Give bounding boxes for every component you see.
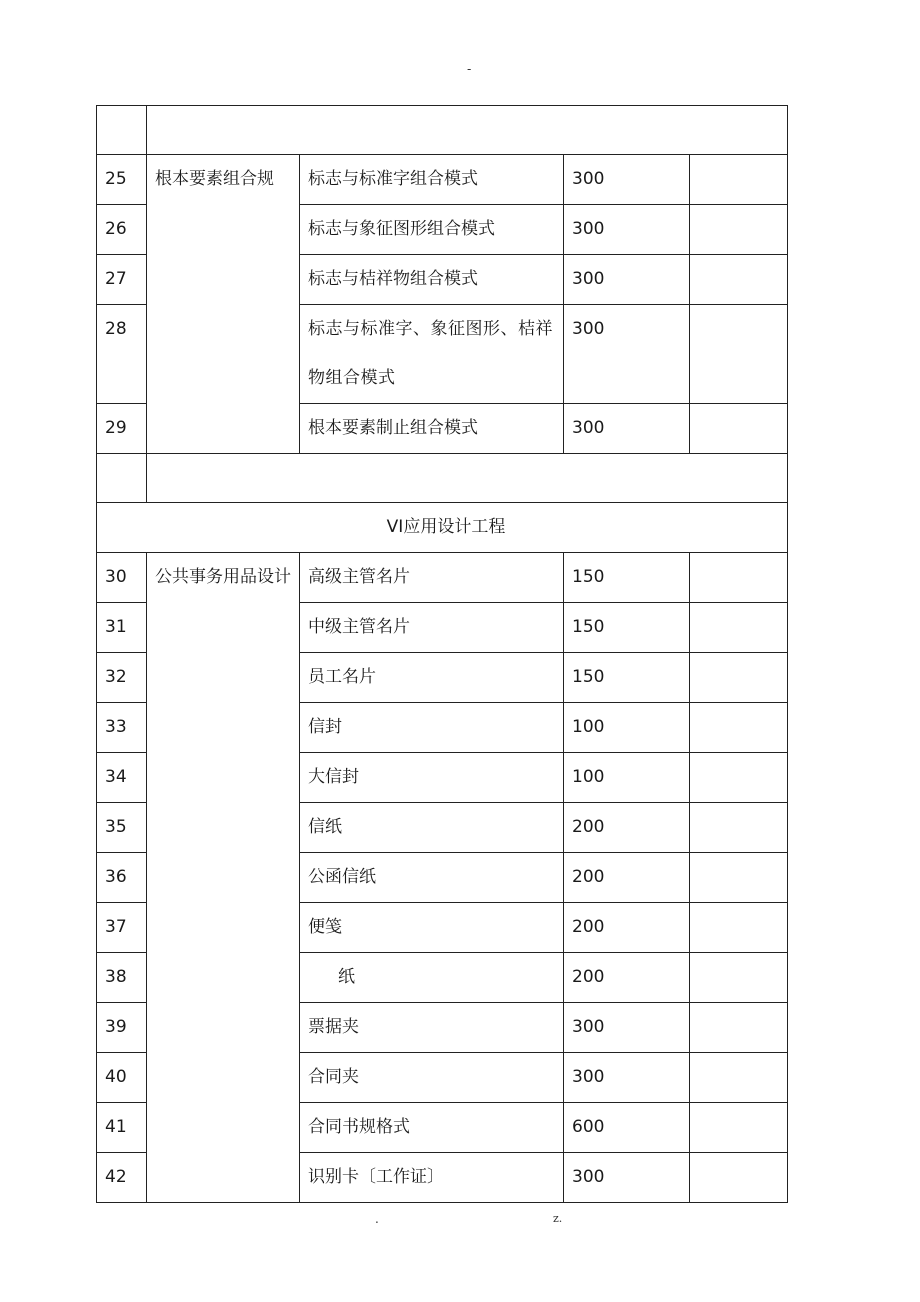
empty-cell bbox=[97, 454, 147, 503]
item-price: 200 bbox=[564, 903, 690, 953]
item-name: 高级主管名片 bbox=[300, 553, 564, 603]
footer-right-mark: z. bbox=[553, 1212, 563, 1225]
empty-cell bbox=[147, 454, 788, 503]
remark-cell bbox=[690, 603, 788, 653]
item-price: 300 bbox=[564, 404, 690, 454]
row-number: 41 bbox=[97, 1103, 147, 1153]
row-number: 42 bbox=[97, 1153, 147, 1203]
row-number: 30 bbox=[97, 553, 147, 603]
remark-cell bbox=[690, 703, 788, 753]
row-number: 28 bbox=[97, 305, 147, 404]
row-number: 39 bbox=[97, 1003, 147, 1053]
row-number: 38 bbox=[97, 953, 147, 1003]
remark-cell bbox=[690, 553, 788, 603]
item-name: 便笺 bbox=[300, 903, 564, 953]
item-name: 标志与桔祥物组合模式 bbox=[300, 255, 564, 305]
item-name: 标志与象征图形组合模式 bbox=[300, 205, 564, 255]
item-name: 合同夹 bbox=[300, 1053, 564, 1103]
row-number: 32 bbox=[97, 653, 147, 703]
item-name: 纸 bbox=[300, 953, 564, 1003]
header-mark: - bbox=[467, 62, 472, 76]
row-number: 37 bbox=[97, 903, 147, 953]
item-price: 300 bbox=[564, 205, 690, 255]
remark-cell bbox=[690, 903, 788, 953]
item-name: 大信封 bbox=[300, 753, 564, 803]
remark-cell bbox=[690, 205, 788, 255]
table-row-blank-top bbox=[97, 106, 788, 155]
item-name: 标志与标准字组合模式 bbox=[300, 155, 564, 205]
item-price: 200 bbox=[564, 853, 690, 903]
row-number: 31 bbox=[97, 603, 147, 653]
item-name: 中级主管名片 bbox=[300, 603, 564, 653]
remark-cell bbox=[690, 1153, 788, 1203]
item-name: 公函信纸 bbox=[300, 853, 564, 903]
remark-cell bbox=[690, 305, 788, 404]
remark-cell bbox=[690, 404, 788, 454]
remark-cell bbox=[690, 953, 788, 1003]
item-price: 300 bbox=[564, 1153, 690, 1203]
remark-cell bbox=[690, 1103, 788, 1153]
remark-cell bbox=[690, 653, 788, 703]
item-name: 根本要素制止组合模式 bbox=[300, 404, 564, 454]
table-row bbox=[97, 155, 788, 205]
row-number: 25 bbox=[97, 155, 147, 205]
item-price: 300 bbox=[564, 1003, 690, 1053]
item-price: 300 bbox=[564, 255, 690, 305]
item-price: 300 bbox=[564, 305, 690, 404]
row-number: 40 bbox=[97, 1053, 147, 1103]
price-table bbox=[96, 105, 788, 1203]
remark-cell bbox=[690, 753, 788, 803]
empty-cell bbox=[97, 106, 147, 155]
row-number: 33 bbox=[97, 703, 147, 753]
row-number: 29 bbox=[97, 404, 147, 454]
item-price: 150 bbox=[564, 653, 690, 703]
item-name: 识别卡〔工作证〕 bbox=[300, 1153, 564, 1203]
item-price: 300 bbox=[564, 1053, 690, 1103]
remark-cell bbox=[690, 1053, 788, 1103]
item-price: 150 bbox=[564, 603, 690, 653]
empty-cell bbox=[147, 106, 788, 155]
item-price: 100 bbox=[564, 703, 690, 753]
category-cell: 公共事务用品设计 bbox=[147, 553, 300, 1203]
item-name: 员工名片 bbox=[300, 653, 564, 703]
remark-cell bbox=[690, 803, 788, 853]
item-name: 票据夹 bbox=[300, 1003, 564, 1053]
item-name: 标志与标准字、象征图形、桔祥物组合模式 bbox=[300, 305, 564, 404]
row-number: 35 bbox=[97, 803, 147, 853]
row-number: 27 bbox=[97, 255, 147, 305]
remark-cell bbox=[690, 1003, 788, 1053]
item-price: 200 bbox=[564, 953, 690, 1003]
item-name: 信封 bbox=[300, 703, 564, 753]
item-name: 合同书规格式 bbox=[300, 1103, 564, 1153]
table-row-blank bbox=[97, 454, 788, 503]
footer-left-mark: . bbox=[375, 1212, 379, 1226]
row-number: 26 bbox=[97, 205, 147, 255]
remark-cell bbox=[690, 853, 788, 903]
item-price: 200 bbox=[564, 803, 690, 853]
row-number: 34 bbox=[97, 753, 147, 803]
table-row bbox=[97, 553, 788, 603]
item-name: 信纸 bbox=[300, 803, 564, 853]
remark-cell bbox=[690, 255, 788, 305]
row-number: 36 bbox=[97, 853, 147, 903]
category-cell: 根本要素组合规 bbox=[147, 155, 300, 454]
section-title-row bbox=[97, 503, 788, 553]
section-title: VI应用设计工程 bbox=[97, 503, 788, 553]
item-price: 150 bbox=[564, 553, 690, 603]
item-price: 300 bbox=[564, 155, 690, 205]
remark-cell bbox=[690, 155, 788, 205]
item-price: 100 bbox=[564, 753, 690, 803]
item-price: 600 bbox=[564, 1103, 690, 1153]
